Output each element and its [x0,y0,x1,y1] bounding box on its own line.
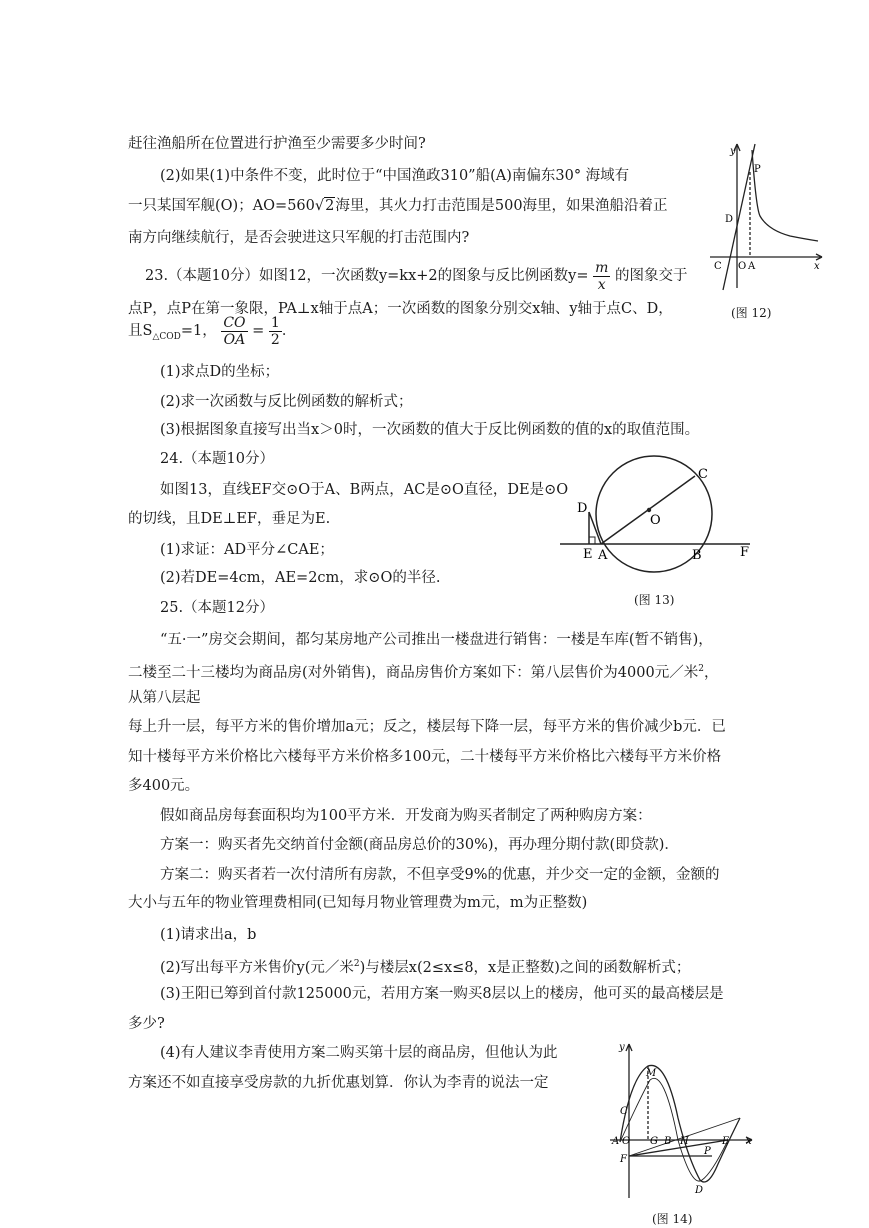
label-p: P [704,1146,711,1157]
label-e: E [583,547,593,562]
label-c: C [698,467,708,482]
label-o: O [650,513,661,528]
figure-13-caption: (图 13) [634,593,675,607]
label-y: y [619,1042,625,1053]
label-o: O [738,261,747,272]
label-a: A [612,1136,620,1147]
label-d: D [725,214,734,225]
text-line: (2)写出每平方米售价y(元／米$^2$)与楼层x(2≤x≤8，x是正整数)之间的函数解析式； [160,959,691,976]
text-line: 知十楼每平方米价格比六楼每平方米价格多100元，二十楼每平方米价格比六楼每平方米价格 [128,749,722,765]
label-y: y [730,146,736,157]
text-line: 每上升一层，每平方米的售价增加a元；反之，楼层每下降一层，每平方米的售价减少b元．已 [128,719,726,735]
fraction-co-over-oa: $\frac{CO}{OA}$ [223,314,246,348]
figure-14 [600,1038,760,1208]
text-line: 方案还不如直接享受房款的九折优惠划算．你认为李青的说法一定 [128,1075,549,1091]
text-line: (1)请求出a，b [160,927,257,943]
text-line: 25.（本题12分） [160,600,275,616]
text-line: 如图13，直线EF交⊙O于A、B两点，AC是⊙O直径，DE是⊙O [160,482,569,498]
text-line: “五·一”房交会期间，都匀某房地产公司推出一楼盘进行销售：一楼是车库(暂不销售)， [160,632,713,648]
text-line: 且$S_{\triangle COD}=1$， $\frac{CO}{OA}$ = $\frac{1}{2}$ ． [128,314,297,348]
text-line: (2)求一次函数与反比例函数的解析式； [160,394,413,410]
label-x: x [746,1136,752,1147]
fraction-m-over-x: $\frac{m}{x}$ [595,259,609,293]
text-line: (4)有人建议李青使用方案二购买第十层的商品房，但他认为此 [160,1045,558,1061]
label-a: A [748,261,756,272]
text-line: (2)若DE=4cm，AE=2cm，求⊙O的半径. [160,570,441,586]
figure-13 [560,446,760,591]
text-line: 方案一：购买者先交纳首付金额(商品房总价的30%)，再办理分期付款(即贷款)． [160,837,679,853]
text-line: 大小与五年的物业管理费相同(已知每月物业管理费为m元，m为正整数) [128,895,588,911]
label-c: C [620,1106,628,1117]
figure-14-caption: (图 14) [652,1212,693,1226]
label-d: D [695,1185,704,1196]
label-o: O [622,1136,631,1147]
label-f: F [740,545,750,560]
label-f: F [620,1154,627,1165]
text-line: (3)根据图象直接写出当x＞0时，一次函数的值大于反比例函数的值的x的取值范围。 [160,422,700,438]
text-line: 24.（本题10分） [160,451,275,467]
label-b: B [664,1136,672,1147]
text-line: (1)求证：AD平分∠CAE； [160,542,334,558]
text-line: 23.（本题10分）如图12，一次函数y=kx+2的图象与反比例函数y= $\frac{m}{x}$ 的图象交于 [145,259,688,293]
fraction-one-half: $\frac{1}{2}$ [270,314,280,348]
text-line: 的切线，且DE⊥EF，垂足为E. [128,511,331,527]
label-b: B [692,548,702,563]
label-p: P [754,164,761,175]
label-g: G [650,1136,658,1147]
label-e: E [722,1136,730,1147]
label-h: H [680,1136,689,1147]
text-line: 二楼至二十三楼均为商品房(对外销售)，商品房售价方案如下：第八层售价为4000元／米$^2$， [128,664,719,681]
text-line: 假如商品房每套面积均为100平方米．开发商为购买者制定了两种购房方案： [160,808,652,824]
text-line: 从第八层起 [128,690,201,706]
text-line: (1)求点D的坐标； [160,364,280,380]
text-line: (3)王阳已筹到首付款125000元，若用方案一购买8层以上的楼房，他可买的最高楼层是 [160,986,724,1002]
parabola-curves [620,1078,728,1181]
hyperbola-curve [752,150,818,241]
label-m: M [646,1068,657,1079]
label-c: C [714,261,722,272]
label-d: D [577,501,588,516]
text-line: 南方向继续航行，是否会驶进这只军舰的打击范围内? [128,230,470,246]
text-line: 一只某国军舰(O)；AO=560√2海里，其火力打击范围是500海里，如果渔船沿着正 [128,198,668,214]
label-x: x [814,261,820,272]
sqrt-radicand: 2 [325,198,335,214]
figure-12 [700,138,830,298]
text-line: 点P，点P在第一象限，PA⊥x轴于点A；一次函数的图象分别交x轴、y轴于点C、D， [128,301,673,317]
text-line: (2)如果(1)中条件不变，此时位于“中国渔政310”船(A)南偏东30° 海域有 [160,168,630,184]
right-angle-mark [589,537,595,544]
figure-12-caption: (图 12) [731,306,772,320]
text-line: 赶往渔船所在位置进行护渔至少需要多少时间? [128,136,426,152]
label-a: A [598,548,608,563]
center-point [647,508,651,512]
text-line: 多400元。 [128,778,200,794]
text-line: 方案二：购买者若一次付清所有房款，不但享受9%的优惠，并少交一定的金额，金额的 [160,867,720,883]
text-line: 多少? [128,1016,165,1032]
